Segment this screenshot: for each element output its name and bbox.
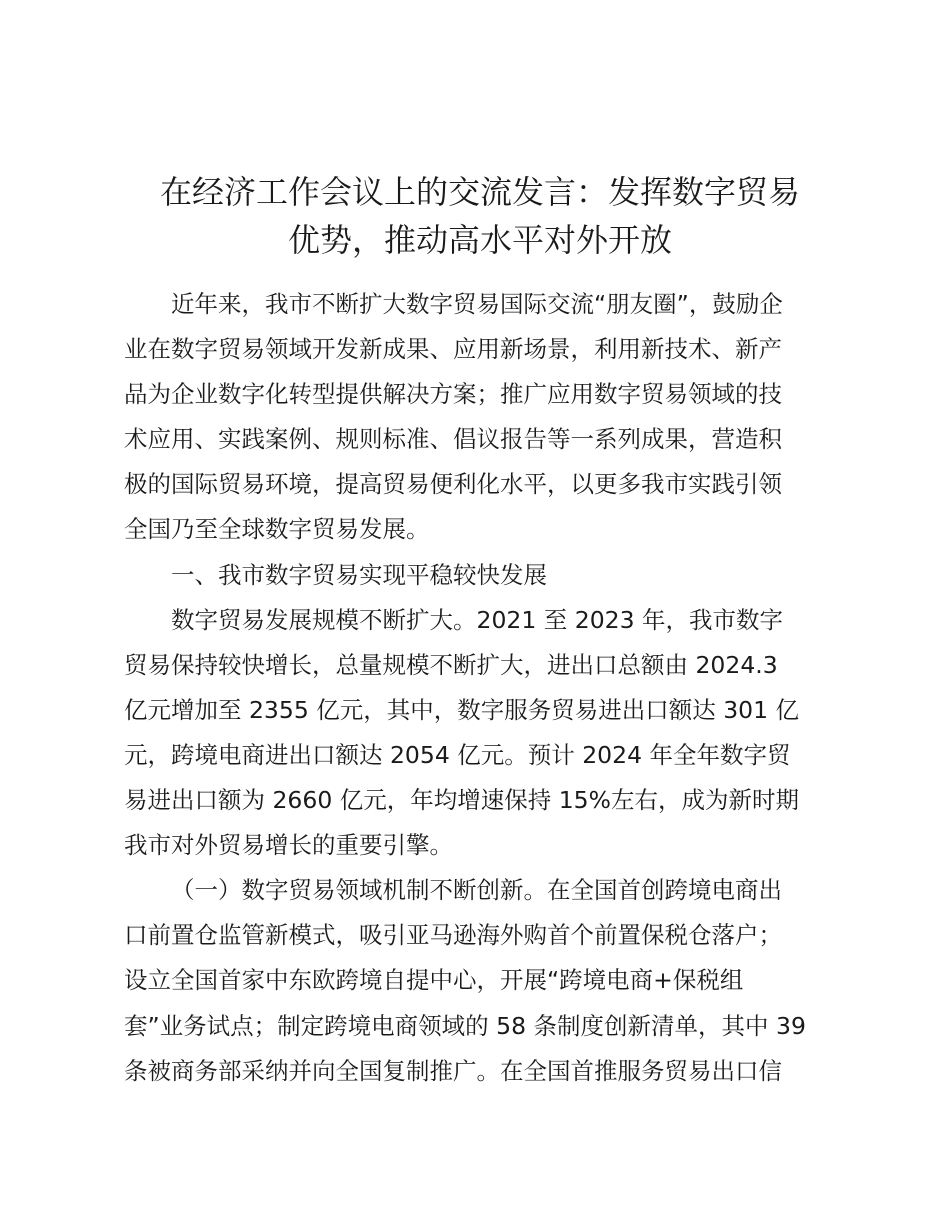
title-line: 在经济工作会议上的交流发言：发挥数字贸易	[159, 173, 800, 211]
text-line: 条被商务部采纳并向全国复制推广。在全国首推服务贸易出口信	[124, 1056, 782, 1085]
text-line: 口前置仓监管新模式，吸引亚马逊海外购首个前置保税仓落户；	[124, 921, 782, 950]
text-line: 元，跨境电商进出口额达 2054 亿元。预计 2024 年全年数字贸	[124, 740, 791, 769]
text-line: 贸易保持较快增长，总量规模不断扩大，进出口总额由 2024.3	[124, 650, 778, 679]
text-line: 设立全国首家中东欧跨境自提中心，开展“跨境电商+保税组	[124, 966, 744, 995]
text-line: 品为企业数字化转型提供解决方案；推广应用数字贸易领域的技	[124, 380, 782, 409]
text-line: 一、我市数字贸易实现平稳较快发展	[171, 560, 547, 589]
section-heading	[124, 553, 844, 598]
paragraph-intro	[124, 282, 844, 553]
paragraph-mechanism	[124, 868, 844, 1093]
text-line: 术应用、实践案例、规则标准、倡议报告等一系列成果，营造积	[124, 425, 782, 454]
title-line: 优势，推动高水平对外开放	[287, 221, 672, 259]
text-line: 全国乃至全球数字贸易发展。	[124, 515, 430, 544]
text-line: 业在数字贸易领域开发新成果、应用新场景，利用新技术、新产	[124, 335, 782, 364]
text-line: 我市对外贸易增长的重要引擎。	[124, 831, 453, 860]
text-line: 数字贸易发展规模不断扩大。2021 至 2023 年，我市数字	[171, 605, 784, 634]
text-line: 易进出口额为 2660 亿元，年均增速保持 15%左右，成为新时期	[124, 786, 799, 815]
document-title	[100, 168, 860, 264]
text-line: 亿元增加至 2355 亿元，其中，数字服务贸易进出口额达 301 亿	[124, 695, 800, 724]
text-line: 极的国际贸易环境，提高贸易便利化水平，以更多我市实践引领	[124, 470, 782, 499]
text-line: （一）数字贸易领域机制不断创新。在全国首创跨境电商出	[171, 876, 782, 905]
document-body	[124, 282, 844, 1094]
text-line: 近年来，我市不断扩大数字贸易国际交流“朋友圈”，鼓励企	[171, 290, 783, 318]
paragraph-scale	[124, 598, 844, 869]
text-line: 套”业务试点；制定跨境电商领域的 58 条制度创新清单，其中 39	[124, 1011, 806, 1040]
